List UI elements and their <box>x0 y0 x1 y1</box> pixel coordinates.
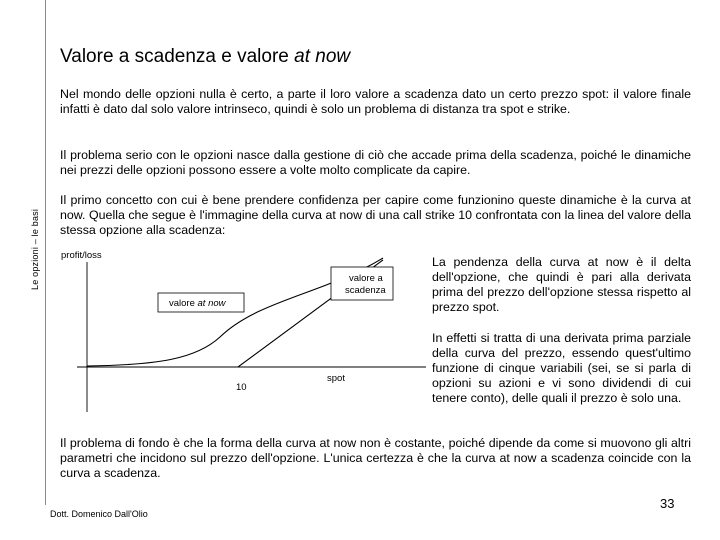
paragraph-3: Il primo concetto con cui è bene prendere confidenza per capire come funzionino queste dinamiche è la curva at now. Quella che segue è l'immagine della curva at now di una call strike 10 confrontata con la linea del valore della stessa opzione alla scadenza: <box>60 193 691 237</box>
paragraph-1: Nel mondo delle opzioni nulla è certo, a parte il loro valore a scadenza dato un certo prezzo spot: il valore finale infatti è dato dal solo valore intrinseco, quindi è solo un problema di distanza tra spot e strike. <box>60 87 691 116</box>
page-title <box>60 46 350 68</box>
side-paragraph-2: In effetti si tratta di una derivata prima parziale della curva del prezzo, essendo quest'ultimo funzione di cinque variabili (sei, se si parla di opzioni su azioni e vi sono dividendi di cui tenere conto), delle quali il prezzo è solo una. <box>432 331 691 405</box>
paragraph-4: Il problema di fondo è che la forma della curva at now non è costante, poiché dipende da come si muovono gli altri parametri che incidono sul prezzo dell'opzione. L'unica certezza è che la curva at now a scadenza coincide con la curva a scadenza. <box>60 436 691 480</box>
side-paragraph-1: La pendenza della curva at now è il delta dell'opzione, che quindi è pari alla derivata prima del prezzo dell'opzione stessa rispetto al prezzo spot. <box>432 255 691 314</box>
page-number: 33 <box>660 496 675 511</box>
title-italic: at now <box>294 46 351 67</box>
paragraph-2: Il problema serio con le opzioni nasce dalla gestione di ciò che accade prima della scadenza, poiché le dinamiche nei prezzi delle opzioni possono essere a volte molto complicate da capire. <box>60 148 691 177</box>
atnow-label-italic: at now <box>197 298 226 309</box>
sidebar-label: Le opzioni – le basi <box>30 208 40 290</box>
title-main: Valore a scadenza e valore <box>60 46 295 67</box>
expiry-label-line1: valore a <box>349 273 383 284</box>
expiry-label-line2: scadenza <box>345 285 386 296</box>
atnow-label <box>169 298 227 309</box>
footer-author: Dott. Domenico Dall'Olio <box>50 509 148 519</box>
sidebar <box>0 0 46 540</box>
atnow-label-prefix: valore <box>169 298 198 309</box>
strike-label: 10 <box>236 382 247 393</box>
sidebar-divider <box>45 0 46 505</box>
x-axis-label: spot <box>327 373 345 384</box>
y-axis-label: profit/loss <box>61 250 102 261</box>
option-value-diagram <box>48 246 426 416</box>
